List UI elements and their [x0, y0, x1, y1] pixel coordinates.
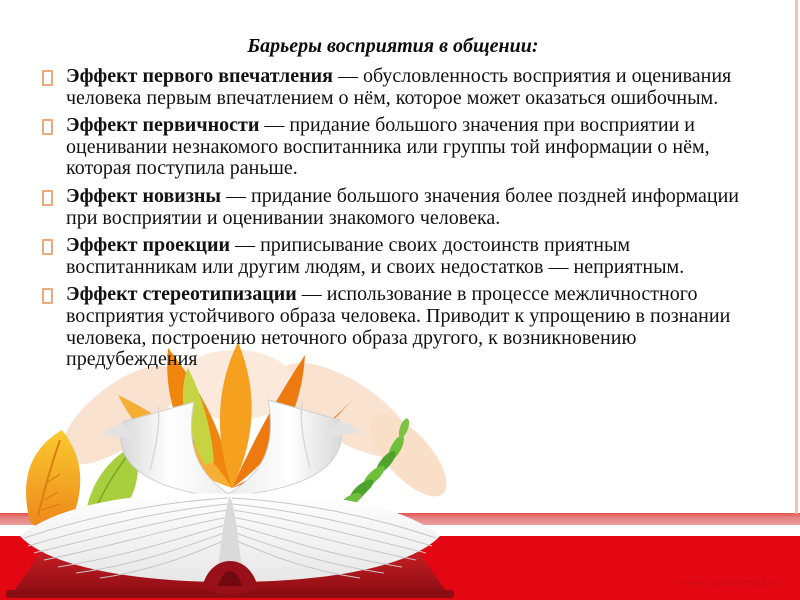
bullet-item-first-impression	[40, 66, 746, 109]
bullet-list	[40, 66, 746, 371]
bullet-desc: — придание большого значения более поздней информации при восприятии и оценивании знакомого человека.	[66, 184, 739, 229]
square-bullet-icon	[42, 288, 53, 304]
bullet-term: Эффект новизны	[66, 184, 221, 207]
bullet-item-novelty	[40, 186, 746, 229]
bullet-term: Эффект первого впечатления	[66, 65, 333, 87]
square-bullet-icon	[42, 70, 53, 86]
bullet-desc: — приписывание своих достоинств приятным воспитанникам или другим людям, и своих недостатков — неприятным.	[66, 234, 685, 278]
slide-content	[40, 34, 746, 377]
bullet-term: Эффект первичности	[66, 114, 260, 137]
bullet-item-projection	[40, 235, 746, 278]
slide-title: Барьеры восприятия в общении:	[247, 35, 539, 57]
bullet-item-stereotyping	[40, 284, 746, 370]
bullet-item-primacy	[40, 115, 746, 180]
square-bullet-icon	[42, 239, 53, 255]
bullet-desc: — обусловленность восприятия и оценивания человека первым впечатлением о нём, которое может оказаться ошибочным.	[66, 65, 732, 109]
square-bullet-icon	[42, 119, 53, 135]
bullet-term: Эффект стереотипизации	[66, 283, 297, 306]
open-book-illustration	[0, 340, 460, 600]
square-bullet-icon	[42, 190, 53, 206]
bullet-desc: — придание большого значения при восприятии и оценивании незнакомого воспитанника или группы той информации о нём, которая поступила раньше.	[66, 114, 710, 180]
bullet-desc: — использование в процессе межличностного восприятия устойчивого образа человека. Приводит к упрощению в познании человека, построению неточного образа другого, к возникновению предубеждения	[66, 283, 731, 371]
right-border-line	[795, 0, 798, 514]
bullet-term: Эффект проекции	[66, 234, 231, 257]
watermark-text: www.tvoyrebenok.ru	[681, 577, 780, 589]
